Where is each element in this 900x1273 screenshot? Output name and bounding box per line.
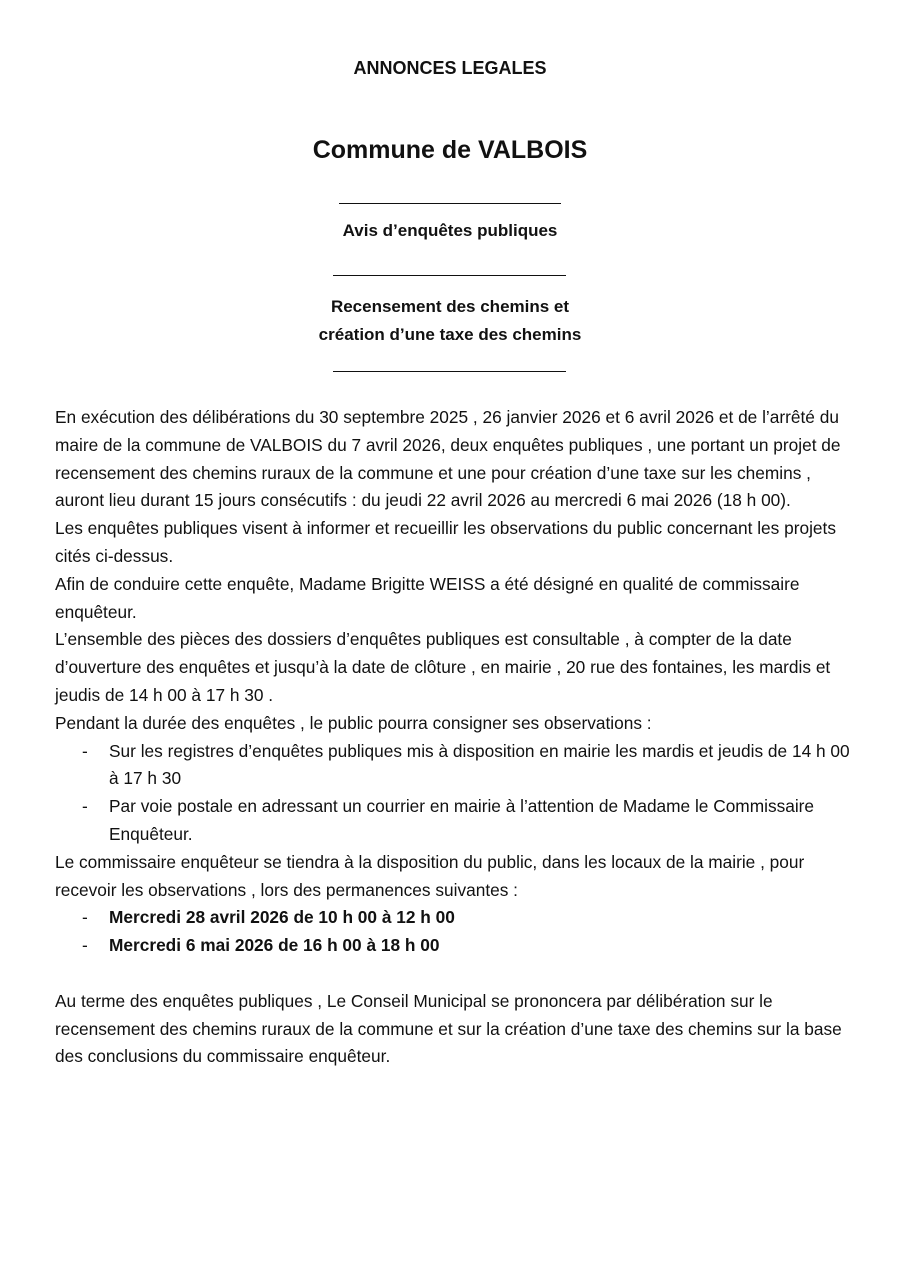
paragraph-conclusion: Au terme des enquêtes publiques , Le Conseil Municipal se prononcera par délibération sur le recensement des chemins ruraux de la commune et sur la création d’une taxe des chemins sur la base des conclusions du commissaire enquêteur.	[55, 990, 842, 1067]
commune-title: Commune de VALBOIS	[312, 136, 588, 164]
list-dash: -	[82, 907, 88, 928]
list-item: - Mercredi 28 avril 2026 de 10 h 00 à 12 h 00	[55, 904, 855, 932]
paragraph-purpose: Les enquêtes publiques visent à informer et recueillir les observations du public concernant les projets cités ci-dessus.	[55, 518, 836, 566]
notice-title: Avis d’enquêtes publiques	[342, 221, 558, 240]
permanence-list	[55, 904, 855, 960]
paragraph-observations: Pendant la durée des enquêtes , le public pourra consigner ses observations :	[55, 712, 652, 733]
divider-3	[333, 371, 566, 372]
list-item: - Sur les registres d’enquêtes publiques mis à disposition en mairie les mardis et jeudis de 14 h 00 à 17 h 30	[55, 738, 855, 794]
paragraph-commissioner: Afin de conduire cette enquête, Madame Brigitte WEISS a été désigné en qualité de commissaire enquêteur.	[55, 573, 800, 622]
list-dash: -	[82, 740, 88, 761]
list-dash: -	[82, 796, 88, 817]
divider-2	[333, 275, 566, 276]
subject-line-2: création d’une taxe des chemins	[318, 325, 582, 344]
paragraph-execution: En exécution des délibérations du 30 septembre 2025 , 26 janvier 2026 et 6 avril 2026 et de l’arrêté du maire de la commune de VALBOIS du 7 avril 2026, deux enquêtes publiques , une portant un projet de recensement des chemins ruraux de la commune et une pour création d’une taxe sur les chemins , auront lieu durant 15 jours consécutifs : du jeudi 22 avril 2026 au mercredi 6 mai 2026 (18 h 00).	[55, 407, 841, 511]
notice-body	[55, 404, 855, 1071]
divider-1	[339, 203, 561, 204]
paragraph-consultation: L’ensemble des pièces des dossiers d’enquêtes publiques est consultable , à compter de la date d’ouverture des enquêtes et jusqu’à la date de clôture , en mairie , 20 rue des fontaines, les mardis et jeudis de 14 h 00 à 17 h 30 .	[55, 629, 831, 705]
subject-line-1: Recensement des chemins et	[330, 297, 570, 316]
section-title: ANNONCES LEGALES	[353, 58, 547, 78]
observation-list	[55, 738, 855, 849]
list-item: - Mercredi 6 mai 2026 de 16 h 00 à 18 h 00	[55, 932, 855, 960]
subject-title	[0, 293, 900, 349]
list-dash: -	[82, 935, 88, 956]
list-item: - Par voie postale en adressant un courrier en mairie à l’attention de Madame le Commissaire Enquêteur.	[55, 793, 855, 849]
paragraph-permanences: Le commissaire enquêteur se tiendra à la disposition du public, dans les locaux de la mairie , pour recevoir les observations , lors des permanences suivantes :	[55, 851, 805, 900]
